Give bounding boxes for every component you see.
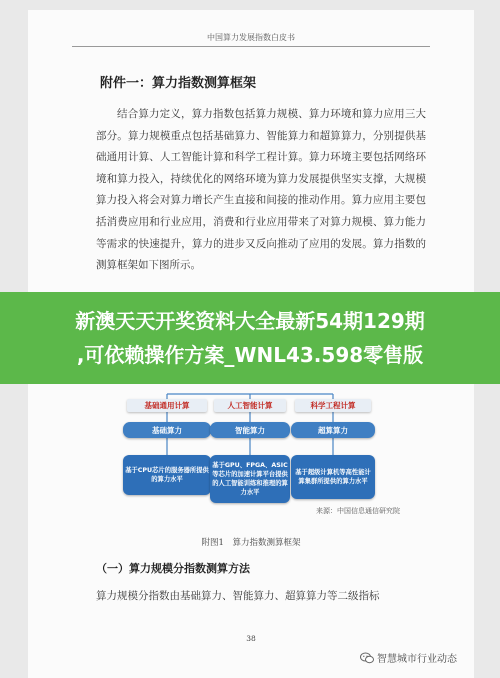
power-box-intelligent: 智能算力 [210,422,290,438]
banner-line-1: 新澳天天开奖资料大全最新54期129期 [75,309,425,333]
description-box-intelligent: 基于GPU、FPGA、ASIC等芯片的加速计算平台提供的人工智能训练和推理的算力水平 [210,455,290,503]
wechat-icon [360,652,374,664]
body-paragraph: 结合算力定义，算力指数包括算力规模、算力环境和算力应用三大部分。算力规模重点包括基础算力、智能算力和超算算力，分别提供基础通用计算、人工智能计算和科学工程计算。算力环境主要包括网络环境和算力投入，持续优化的网络环境为算力发展提供坚实支撑，大规模算力投入将会对算力增长产生直接和间接的推动作用。算力应用主要包括消费应用和行业应用，消费和行业应用带来了对算力规模、算力能力等需求的快速提升，算力的进步又反向推动了应用的发展。算力指数的测算框架如下图所示。 [96,108,426,272]
banner-line-2: ,可依赖操作方案_WNL43.598零售版 [76,343,424,367]
power-box-basic: 基础算力 [123,422,211,438]
description-box-supercomputing: 基于超级计算机等高性能计算集群所提供的算力水平 [291,455,375,499]
power-box-supercomputing: 超算算力 [291,422,375,438]
watermark-text: 智慧城市行业动态 [377,654,457,665]
figure-source: 来源：中国信息通信研究院 [316,507,400,515]
category-box-science: 科学工程计算 [295,399,371,412]
running-header: 中国算力发展指数白皮书 [207,33,295,42]
category-box-ai: 人工智能计算 [214,399,286,412]
category-box-general: 基础通用计算 [127,399,207,412]
watermark [360,650,457,665]
appendix-title: 附件一：算力指数测算框架 [100,76,257,91]
figure-caption: 附图1 算力指数测算框架 [201,538,301,548]
description-box-basic: 基于CPU芯片的服务器所提供的算力水平 [123,455,211,495]
section-heading: （一）算力规模分指数测算方法 [96,562,250,575]
page-number: 38 [246,634,256,643]
section-body: 算力规模分指数由基础算力、智能算力、超算算力等二级指标 [96,590,380,602]
